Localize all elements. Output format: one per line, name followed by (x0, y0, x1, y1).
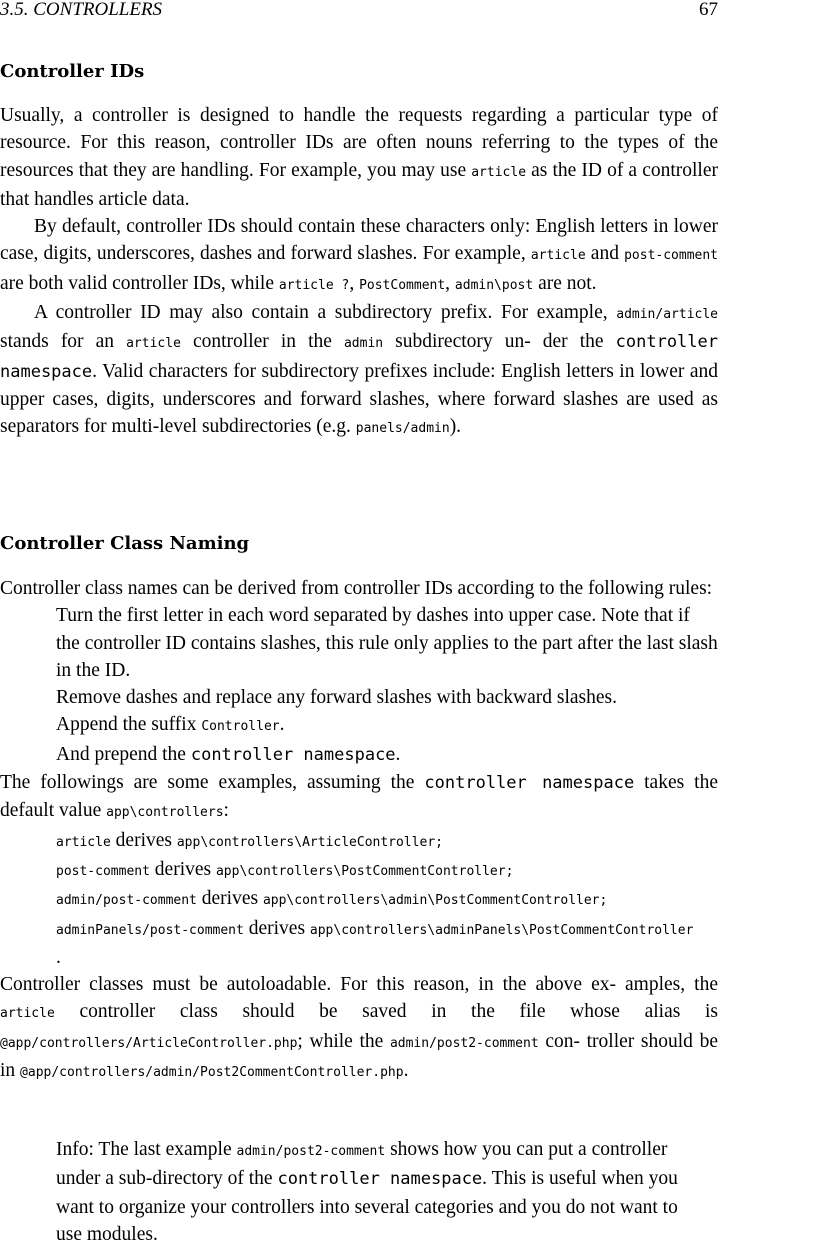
list-item (56, 856, 718, 885)
paragraph (0, 102, 718, 213)
code: controller namespace (190, 744, 396, 765)
text: derives (115, 829, 172, 851)
heading-controller-class-naming: Controller Class Naming (0, 533, 250, 554)
code: controller namespace (0, 332, 718, 382)
text: . This is useful when you want to organize your controllers into several categories and you do not want to use modules. (56, 1168, 678, 1245)
text: shows how you can put a controller under a sub-directory of the (56, 1139, 668, 1190)
text: A controller ID may also contain a subdirectory prefix. For example, (34, 302, 617, 324)
running-header (0, 0, 718, 21)
text: : (223, 800, 229, 822)
text: Append the suffix (56, 714, 202, 736)
list-item (56, 827, 718, 856)
text: By default, controller IDs should contain these characters only: English letters in lower case, digits, underscores, dashes and forward slashes. For example, (0, 216, 718, 265)
text: and (585, 243, 625, 265)
heading-controller-ids: Controller IDs (0, 61, 145, 82)
page-number: 67 (699, 0, 718, 20)
text: con- troller should be in (0, 1030, 718, 1082)
section-controller-class-naming (0, 530, 718, 557)
text: Usually, a controller is designed to handle the requests regarding a particular type of resource. For this reason, controller IDs are often nouns referring to the types of the resources that they are handling. For example, you may use (0, 105, 718, 181)
paragraph: Controller class names can be derived from controller IDs according to the following rules: (0, 578, 713, 599)
code: article (530, 248, 586, 264)
list-item: . (56, 946, 61, 968)
text: . Valid characters for subdirectory prefixes include: English letters in lower and upper cases, digits, underscores and forward slashes, where forward slashes are used as separators for multi-level subdirectories (e.g. (0, 360, 718, 438)
code: controller namespace (424, 773, 635, 794)
list-item: Remove dashes and replace any forward slashes with backward slashes. (56, 687, 617, 709)
code: admin/article (616, 307, 718, 323)
list-item (56, 711, 718, 740)
text: , (349, 272, 360, 294)
controller-ids-body (0, 102, 718, 443)
text: stands for an (0, 331, 127, 353)
code: article (56, 834, 111, 850)
code: admin\post (454, 277, 534, 293)
text: And prepend the (56, 743, 191, 765)
code: post-comment (56, 863, 150, 879)
rules-list (56, 602, 718, 769)
code: panels/admin (355, 421, 450, 437)
text: ; while the (297, 1030, 390, 1052)
info-note (56, 1136, 706, 1248)
paragraph (0, 769, 718, 827)
code: app\controllers\PostCommentController; (215, 863, 514, 879)
paragraph (0, 299, 718, 442)
code: app\controllers\adminPanels\PostCommentController (309, 922, 694, 938)
list-item (56, 741, 718, 769)
text: derives (154, 858, 212, 880)
text: takes the default value (0, 772, 718, 822)
section-controller-ids (0, 58, 718, 85)
code: adminPanels/post-comment (56, 922, 244, 938)
code: PostComment (359, 277, 446, 293)
paragraph (0, 971, 718, 1086)
code: @app/controllers/admin/Post2CommentController.php (20, 1065, 404, 1081)
examples-list (56, 827, 718, 971)
text: , (445, 272, 455, 294)
code: app\controllers (106, 805, 224, 821)
code: article (0, 1006, 55, 1022)
text: derives (201, 888, 259, 910)
code: admin/post2-comment (236, 1144, 386, 1159)
section-heading: 3.5. CONTROLLERS (0, 0, 163, 20)
text: are both valid controller IDs, while (0, 272, 279, 294)
list-item (56, 885, 718, 914)
text: The followings are some examples, assuming the (0, 772, 425, 794)
text: derives (248, 917, 306, 939)
text: . (395, 743, 401, 765)
text: as the ID of a controller that handles article data. (0, 159, 718, 210)
code: article ? (278, 277, 350, 293)
text: ). (449, 416, 462, 438)
code: controller namespace (277, 1169, 483, 1190)
code: admin/post-comment (56, 893, 197, 909)
code: article (126, 336, 181, 352)
text: subdirectory un- der the (383, 331, 616, 353)
paragraph (0, 213, 718, 299)
code: admin/post2-comment (389, 1035, 539, 1051)
list-item (56, 915, 718, 944)
code: app\controllers\ArticleController; (176, 834, 443, 850)
code: admin (343, 336, 384, 352)
text: controller class should be saved in the file whose alias is (54, 1001, 718, 1023)
text: . (279, 714, 285, 736)
code: @app/controllers/ArticleController.php (0, 1035, 298, 1051)
text: . (403, 1060, 409, 1082)
text: are not. (533, 272, 597, 294)
code: Controller (201, 719, 280, 735)
text: Info: The last example (56, 1139, 237, 1160)
class-naming-body (0, 575, 718, 1086)
code: app\controllers\admin\PostCommentController; (262, 893, 608, 909)
text: Controller classes must be autoloadable. For this reason, in the above ex- amples, the (0, 974, 718, 996)
list-item: Turn the first letter in each word separated by dashes into upper case. Note that if the controller ID contains slashes, this rule only applies to the part after the last slash in the ID. (56, 605, 718, 681)
text: controller in the (180, 331, 344, 353)
code: post-comment (624, 248, 719, 264)
code: article (471, 164, 527, 180)
